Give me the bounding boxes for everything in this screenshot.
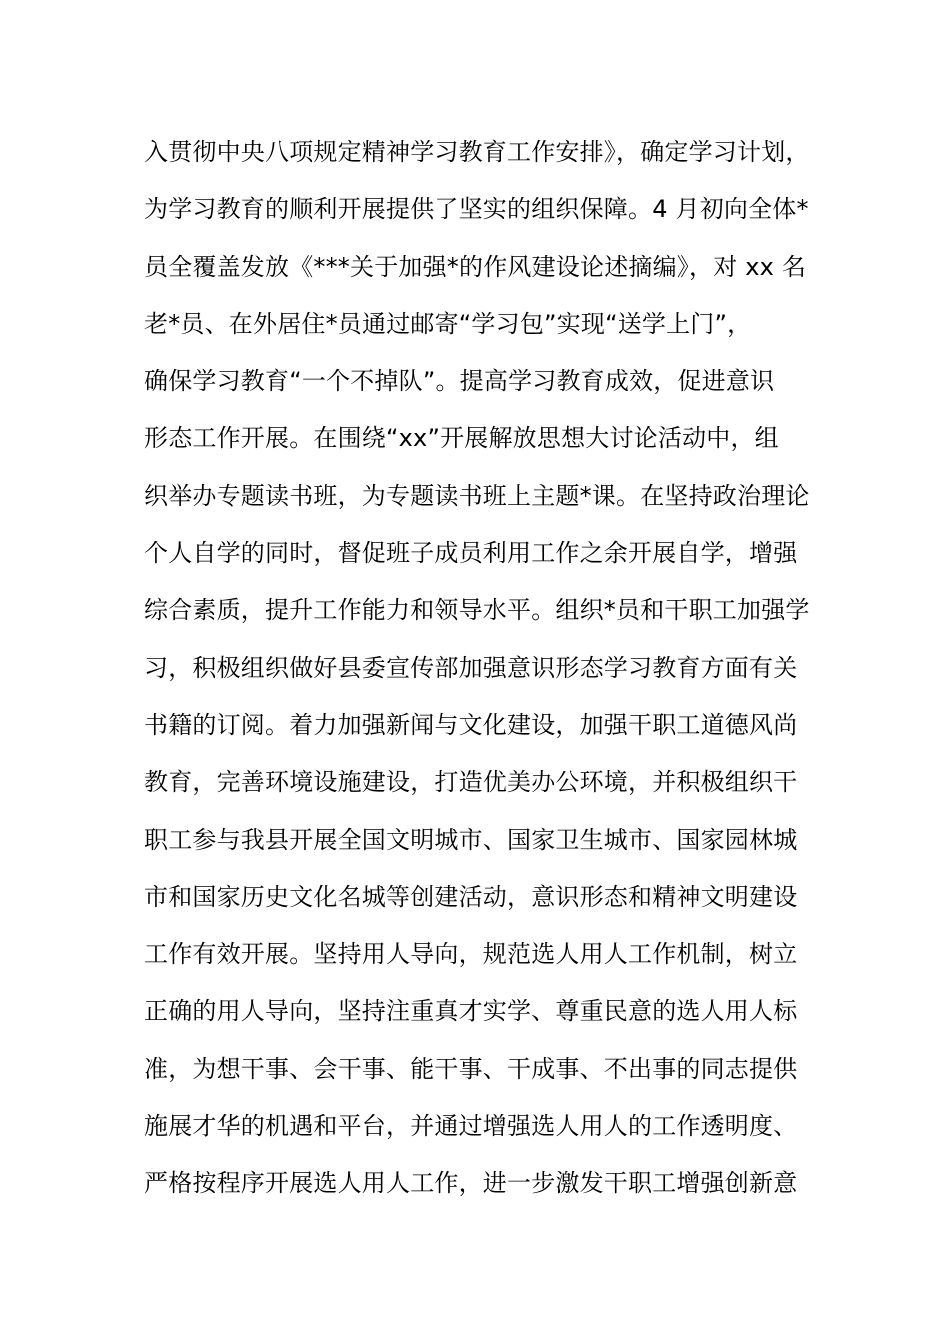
text-line: 为学习教育的顺利开展提供了坚实的组织保障。4 月初向全体*	[144, 195, 809, 224]
text-line: 施展才华的机遇和平台，并通过增强选人用人的工作透明度、	[144, 1112, 798, 1141]
text-line: 工作有效开展。坚持用人导向，规范选人用人工作机制，树立	[144, 940, 798, 969]
text-line: 形态工作开展。在围绕“xx”开展解放思想大讨论活动中，组	[144, 424, 779, 453]
text-line: 入贯彻中央八项规定精神学习教育工作安排》，确定学习计划，	[144, 138, 810, 166]
text-line: 织举办专题读书班，为专题读书班上主题*课。在坚持政治理论	[144, 481, 810, 510]
body-text	[144, 128, 824, 1217]
text-line: 书籍的订阅。着力加强新闻与文化建设，加强干职工道德风尚	[144, 710, 798, 739]
text-line: 严格按程序开展选人用人工作，进一步激发干职工增强创新意	[144, 1169, 798, 1198]
text-line: 确保学习教育“一个不掉队”。提高学习教育成效，促进意识	[144, 367, 775, 396]
text-line: 综合素质，提升工作能力和领导水平。组织*员和干职工加强学	[144, 596, 810, 625]
text-line: 个人自学的同时，督促班子成员利用工作之余开展自学，增强	[144, 539, 798, 568]
text-line: 教育，完善环境设施建设，打造优美办公环境，并积极组织干	[144, 768, 798, 797]
text-line: 准，为想干事、会干事、能干事、干成事、不出事的同志提供	[144, 1054, 798, 1083]
text-line: 习，积极组织做好县委宣传部加强意识形态学习教育方面有关	[144, 653, 798, 682]
text-line: 正确的用人导向，坚持注重真才实学、尊重民意的选人用人标	[144, 997, 798, 1026]
text-line: 市和国家历史文化名城等创建活动，意识形态和精神文明建设	[144, 882, 798, 911]
text-line: 员全覆盖发放《***关于加强*的作风建设论述摘编》，对 xx 名	[144, 252, 807, 281]
text-line: 老*员、在外居住*员通过邮寄“学习包”实现“送学上门”，	[144, 309, 752, 338]
text-line: 职工参与我县开展全国文明城市、国家卫生城市、国家园林城	[144, 825, 798, 854]
